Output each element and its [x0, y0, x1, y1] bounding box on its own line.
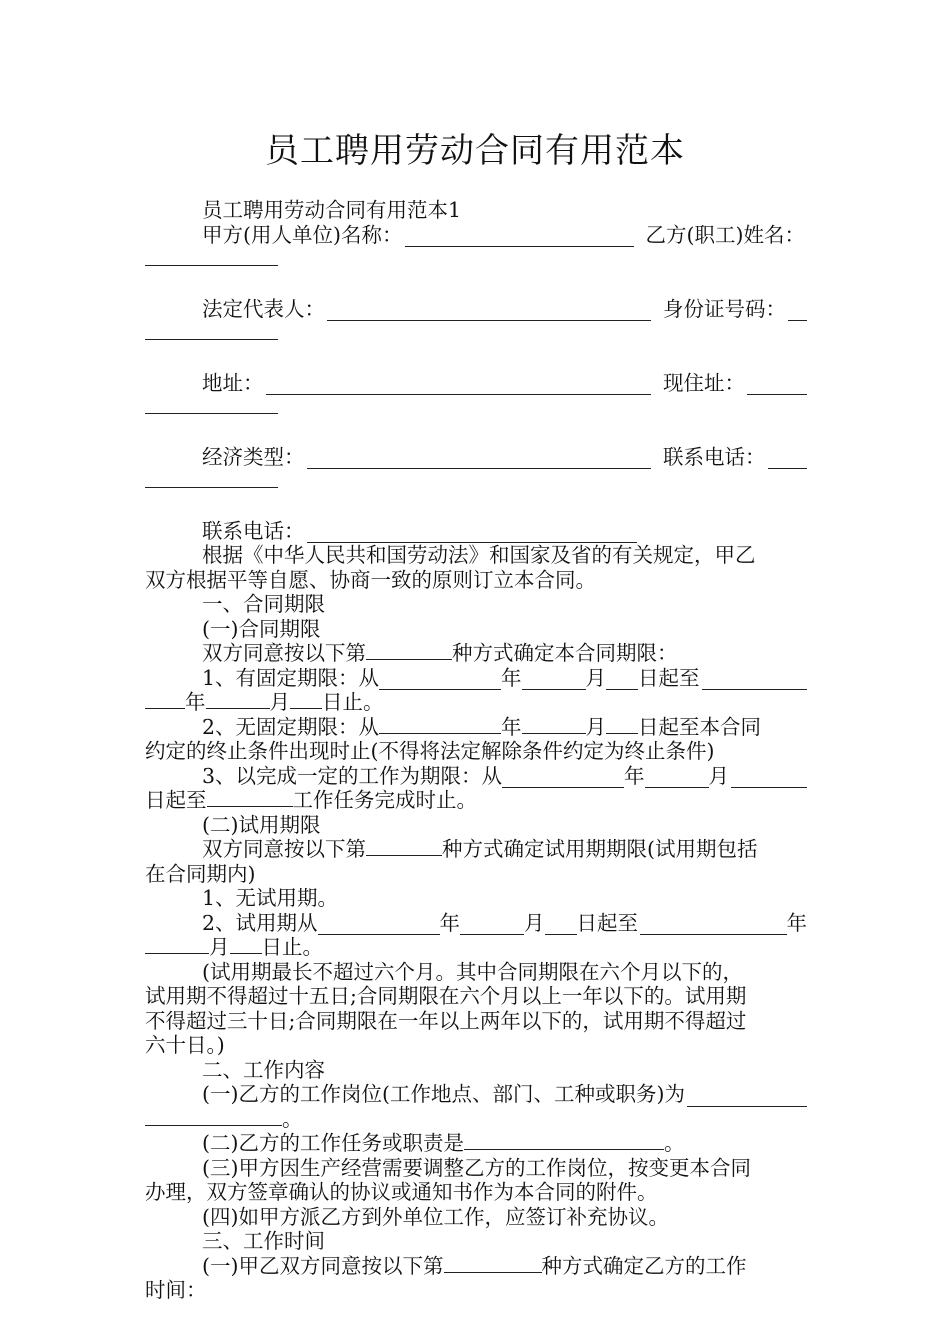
blank-continuation: [145, 395, 278, 414]
clause-line: 双方同意按以下第 种方式确定试用期期限(试用期包括: [202, 837, 758, 861]
party-a-phone-blank: [307, 524, 638, 543]
document-body: [145, 198, 807, 1303]
party-b-phone-label: 联系电话：: [663, 444, 766, 469]
blank: [460, 916, 524, 935]
blank: [464, 1131, 664, 1150]
section-heading: 二、工作内容: [202, 1057, 325, 1082]
party-a-address-label: 地址：: [202, 370, 264, 395]
party-a-name-label: 甲方(用人单位)名称：: [202, 222, 403, 247]
subsection-heading: (二)试用期限: [202, 812, 321, 837]
clause-line: (三)甲方因生产经营需要调整乙方的工作岗位，按变更本合同: [202, 1155, 751, 1180]
blank: [366, 641, 452, 660]
party-a-rep-label: 法定代表人：: [202, 296, 325, 321]
blank: [606, 715, 638, 734]
clause-line: 双方同意按以下第 种方式确定本合同期限：: [202, 641, 678, 665]
note-line: 不得超过三十日;合同期限在一年以上两年以下的，试用期不得超过: [145, 1008, 747, 1033]
document-title: 员工聘用劳动合同有用范本: [265, 131, 685, 171]
blank: [522, 671, 586, 690]
party-b-name-label: 乙方(职工)姓名：: [645, 222, 805, 247]
blank: [687, 1088, 807, 1107]
blank: [145, 1107, 282, 1126]
blank-continuation: [145, 247, 278, 266]
clause-line: 。: [145, 1107, 807, 1132]
note-line: 六十日。): [145, 1033, 225, 1057]
clause-line: (一)甲乙双方同意按以下第 种方式确定乙方的工作: [202, 1253, 747, 1278]
clause-line: 1、无试用期。: [202, 886, 339, 910]
clause-line: 1、有固定期限：从 年 月 日起至: [145, 666, 807, 691]
clause-line: 办理，双方签章确认的协议或通知书作为本合同的附件。: [145, 1180, 658, 1204]
address-row: [145, 371, 807, 396]
clause-line: 时间：: [145, 1278, 207, 1302]
rep-row: [145, 297, 807, 322]
party-a-address-blank: [266, 376, 652, 395]
blank: [206, 690, 270, 709]
blank: [606, 671, 638, 690]
party-b-address-label: 现住址：: [663, 370, 745, 395]
blank: [145, 935, 209, 954]
party-a-econ-label: 经济类型：: [202, 444, 305, 469]
blank: [545, 916, 577, 935]
note-line: (试用期最长不超过六个月。其中合同期限在六个月以下的，: [202, 959, 743, 984]
clause-line: 3、以完成一定的工作为期限：从 年 月: [145, 764, 807, 789]
blank: [502, 769, 624, 788]
party-a-name-blank: [405, 228, 634, 247]
note-line: 试用期不得超过十五日;合同期限在六个月以上一年以下的。试用期: [145, 984, 747, 1008]
clause-line: 在合同期内): [145, 861, 256, 886]
section-heading: 三、工作时间: [202, 1229, 325, 1253]
clause-line: 2、无固定期限：从 年 月 日起至本合同: [202, 714, 762, 739]
party-name-row: [145, 223, 807, 248]
blank: [290, 690, 322, 709]
clause-line: 日起至 工作任务完成时止。: [145, 788, 477, 812]
party-a-econ-blank: [307, 450, 652, 469]
blank: [230, 935, 262, 954]
clause-line: 2、试用期从 年 月 日起至 年: [202, 910, 807, 935]
party-a-phone-label: 联系电话：: [202, 518, 305, 543]
blank: [640, 916, 786, 935]
clause-line: 月 日止。: [145, 935, 807, 960]
party-a-rep-blank: [327, 302, 651, 321]
blank: [366, 837, 442, 856]
blank: [444, 1254, 542, 1273]
section-heading: 一、合同期限: [202, 592, 325, 616]
subtitle: 员工聘用劳动合同有用范本1: [202, 198, 462, 222]
clause-line: 年 月 日止。: [145, 690, 807, 715]
party-a-phone-row: [145, 519, 807, 544]
blank-continuation: [145, 321, 278, 340]
blank: [522, 715, 586, 734]
clause-line: 约定的终止条件出现时止(不得将法定解除条件约定为终止条件): [145, 739, 715, 763]
party-b-id-label: 身份证号码：: [663, 296, 786, 321]
blank: [379, 671, 501, 690]
blank-continuation: [145, 469, 278, 488]
econ-row: [145, 445, 807, 470]
blank: [731, 769, 807, 788]
blank: [702, 671, 807, 690]
clause-line: (一)乙方的工作岗位(工作地点、部门、工种或职务)为: [145, 1082, 807, 1107]
blank: [318, 916, 440, 935]
blank: [145, 690, 185, 709]
blank: [645, 769, 709, 788]
clause-line: (二)乙方的工作任务或职责是 。: [202, 1131, 685, 1155]
clause-line: (四)如甲方派乙方到外单位工作，应签订补充协议。: [202, 1204, 669, 1229]
blank: [207, 788, 293, 807]
party-b-address-blank: [747, 376, 807, 395]
party-b-phone-blank: [768, 450, 808, 469]
intro-line: 根据《中华人民共和国劳动法》和国家及省的有关规定，甲乙: [202, 543, 756, 567]
subsection-heading: (一)合同期限: [202, 616, 321, 641]
blank: [379, 715, 501, 734]
intro-line: 双方根据平等自愿、协商一致的原则订立本合同。: [145, 567, 596, 592]
party-b-id-blank: [788, 302, 807, 321]
